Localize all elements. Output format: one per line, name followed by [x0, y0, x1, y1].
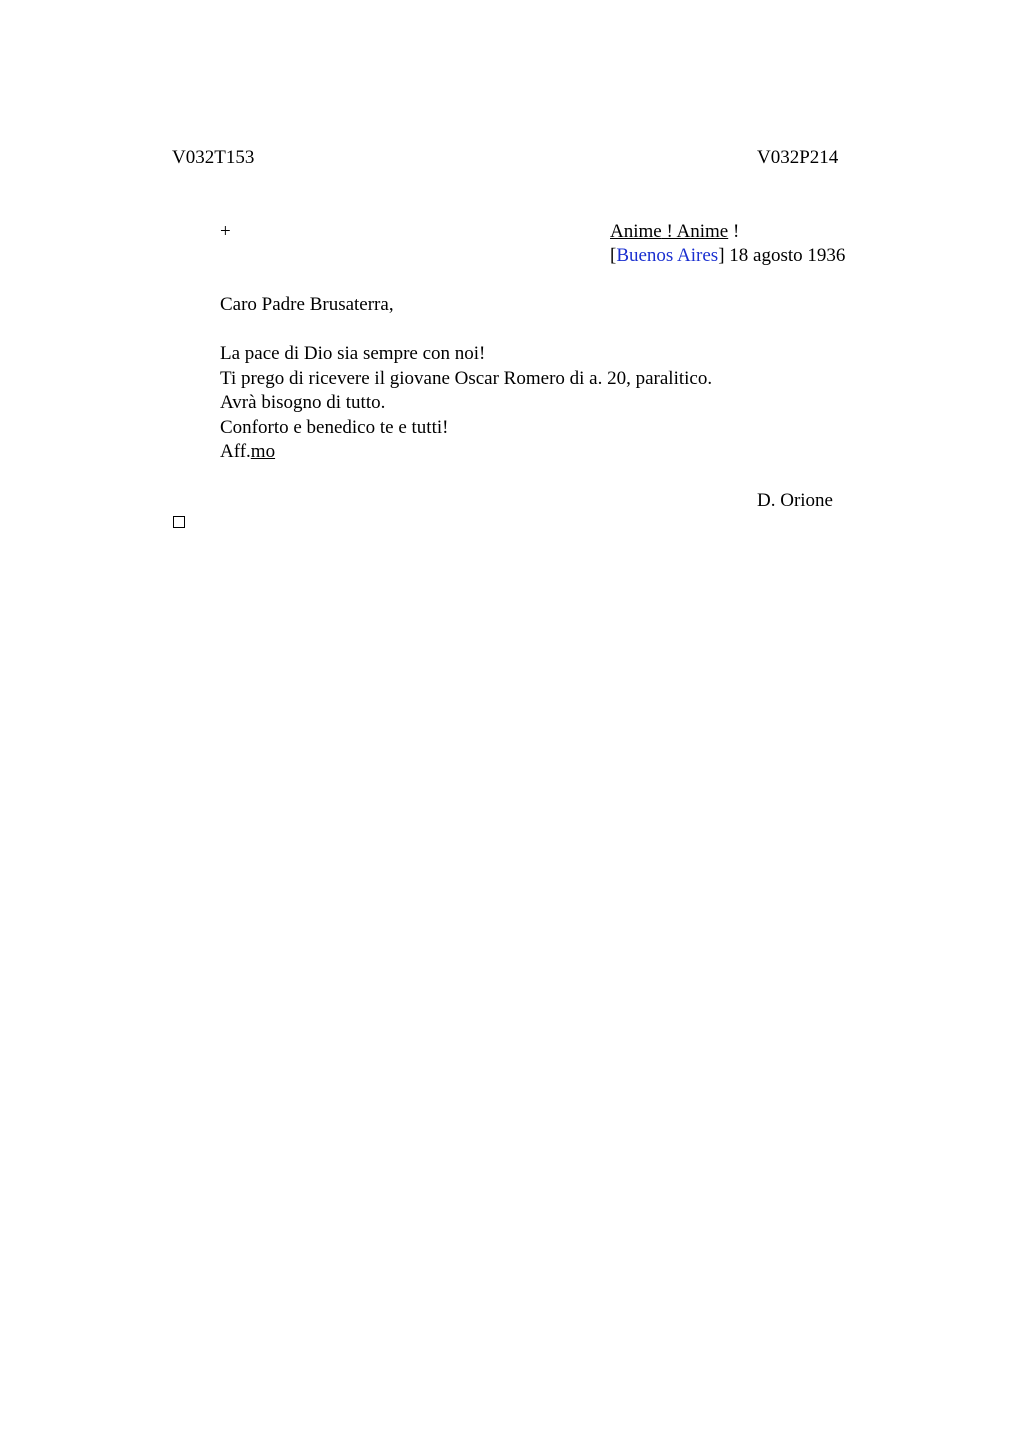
motto-word-1: Anime [610, 221, 662, 242]
motto-separator: ! [661, 221, 677, 242]
body-line: Ti prego di ricevere il giovane Oscar Romero di a. 20, paralitico. [220, 367, 713, 389]
motto-line [610, 220, 739, 245]
body-line: La pace di Dio sia sempre con noi! [220, 343, 486, 364]
document-code-left: V032T153 [172, 147, 255, 168]
salutation: Caro Padre Brusaterra, [220, 294, 394, 315]
signature: D. Orione [757, 490, 833, 511]
dateline-bracket-open: [ [610, 245, 617, 266]
body-line: Avrà bisogno di tutto. [220, 392, 386, 413]
closing [220, 440, 275, 465]
checkbox-icon [173, 516, 185, 528]
motto-end: ! [728, 221, 740, 242]
place-link[interactable]: Buenos Aires [616, 245, 719, 266]
letter-date: 18 agosto 1936 [724, 245, 846, 266]
dateline-bracket-close: ] [718, 245, 725, 266]
motto-word-2: Anime [676, 221, 729, 242]
dateline [610, 244, 845, 269]
closing-prefix: Aff. [220, 441, 251, 462]
closing-suffix: mo [250, 441, 276, 462]
document-code-right: V032P214 [757, 147, 839, 168]
cross-symbol: + [220, 221, 231, 242]
body-line: Conforto e benedico te e tutti! [220, 416, 449, 438]
